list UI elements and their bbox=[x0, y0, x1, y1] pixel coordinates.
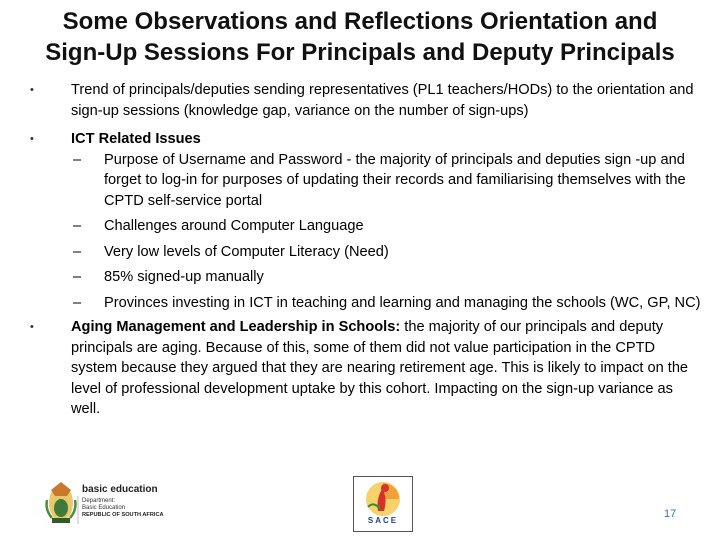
sub-bullet-item bbox=[28, 216, 704, 237]
bullet-glyph: • bbox=[30, 321, 34, 333]
sub-bullet-glyph: – bbox=[73, 294, 82, 311]
sub-bullet-glyph: – bbox=[73, 151, 82, 168]
bullet-heading: Aging Management and Leadership in Schools: bbox=[71, 319, 401, 335]
bullet-item bbox=[28, 129, 704, 150]
sace-logo bbox=[353, 476, 413, 532]
slide-title bbox=[0, 6, 720, 68]
slide-title-line-1: Some Observations and Reflections Orientation and bbox=[62, 8, 658, 35]
dbe-logo-line-3: REPUBLIC OF SOUTH AFRICA bbox=[82, 512, 164, 518]
slide-title-line-2: Sign-Up Sessions For Principals and Deputy Principals bbox=[45, 39, 675, 66]
department-basic-education-logo bbox=[44, 478, 174, 528]
page-number: 17 bbox=[664, 508, 677, 520]
bullet-text: the majority of our principals and deputy principals are aging. Because of this, some of them did not value participation in the CPTD system because they argued that they are nearing retirement age. This is likely to impact on the level of professional development uptake by this cohort. Impacting on the sign-up variance as well. bbox=[71, 319, 689, 417]
dbe-logo-name: basic education bbox=[82, 484, 158, 495]
sub-bullet-text: Provinces investing in ICT in teaching and learning and managing the schools (WC, GP, NC) bbox=[104, 294, 701, 311]
bullet-glyph: • bbox=[30, 84, 34, 96]
sub-bullet-text: 85% signed-up manually bbox=[104, 269, 264, 285]
sub-bullet-text: Challenges around Computer Language bbox=[104, 218, 364, 234]
sub-bullet-text: Very low levels of Computer Literacy (Need) bbox=[104, 243, 389, 260]
sub-bullet-item bbox=[28, 267, 704, 288]
sub-bullet-glyph: – bbox=[73, 269, 82, 285]
bullet-text: Trend of principals/deputies sending representatives (PL1 teachers/HODs) to the orientation and sign-up sessions (knowledge gap, variance on the number of sign-ups) bbox=[71, 82, 694, 119]
dbe-logo-line-1: Department: bbox=[82, 498, 116, 504]
sub-bullet-glyph: – bbox=[73, 243, 82, 260]
sub-bullet-text: Purpose of Username and Password - the majority of principals and deputies sign -up and forget to log-in for purposes of updating their records and familiarising themselves with the CPTD self-service portal bbox=[104, 151, 686, 209]
bullet-heading: ICT Related Issues bbox=[71, 131, 201, 147]
bullet-item bbox=[28, 317, 704, 420]
sub-bullet-item bbox=[28, 150, 704, 212]
sub-bullet-item bbox=[28, 242, 704, 263]
sub-bullet-item bbox=[28, 293, 704, 314]
dbe-logo-line-2: Basic Education bbox=[82, 505, 126, 511]
slide-footer bbox=[0, 470, 720, 540]
bullet-glyph: • bbox=[30, 133, 34, 145]
slide-body bbox=[28, 80, 704, 420]
sub-bullet-glyph: – bbox=[73, 218, 82, 234]
sace-logo-name: SACE bbox=[367, 516, 399, 525]
bullet-item bbox=[28, 80, 704, 121]
